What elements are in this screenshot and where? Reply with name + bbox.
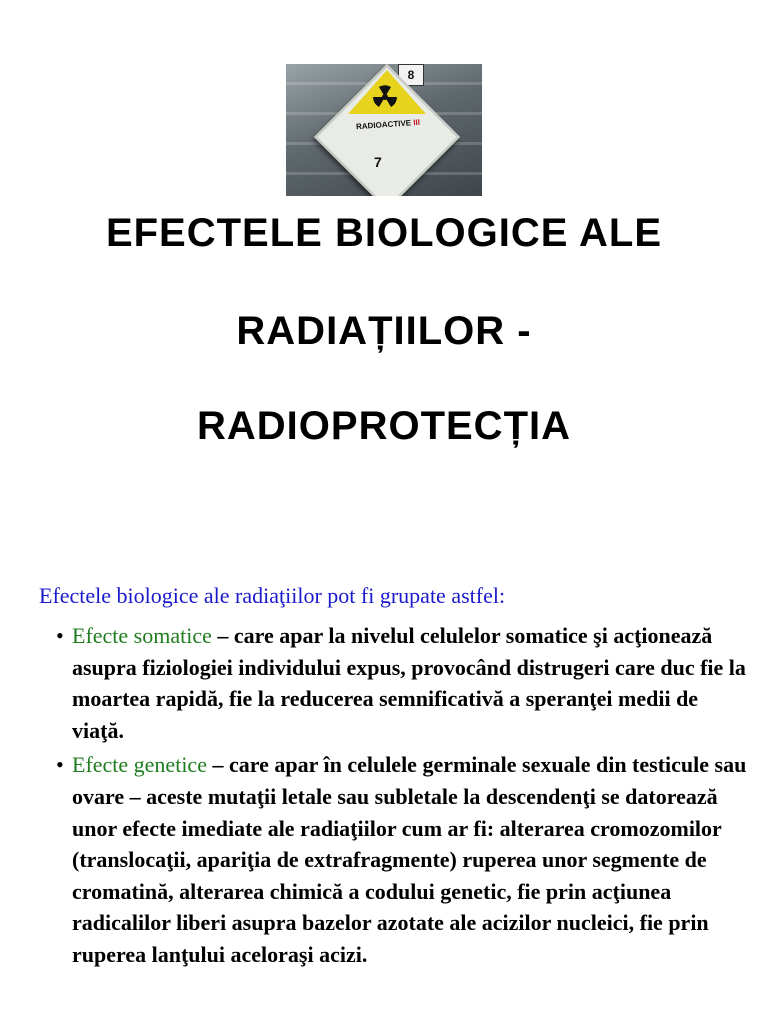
radioactive-word: RADIOACTIVE [355,118,412,132]
list-item-genetic [52,749,752,970]
category-roman: III [412,117,421,128]
radiation-trefoil-icon [370,82,400,112]
somatic-description: – care apar la nivelul celulelor somatice şi acţionează asupra fiziologiei individului expus, provocând distrugeri care duc fie la moartea rapidă, fie la reducerea semnificativă a speranţei medii de viaţă. [72,623,746,743]
intro-text: Efectele biologice ale radiaţiilor pot fi grupate astfel: [39,583,506,608]
tag-number: 8 [398,64,424,86]
term-somatic: Efecte somatice [72,623,212,648]
genetic-description: – care apar în celulele germinale sexuale din testicule sau ovare – aceste mutaţii letale sau subletale la descendenţi se datorează unor efecte imediate ale radiaţiilor cum ar fi: alterarea cromozomilor (translocaţii, apariţia de extrafragmente) ruperea unor segmente de cromatină, alterarea chimică a codului genetic, fie prin acţiunea radicalilor liberi asupra bazelor azotate ale acizilor nucleici, fie prin ruperea lanţului aceloraşi acizi. [72,752,747,967]
title-line-2: RADIAȚIILOR - [236,309,532,353]
hazard-class-number: 7 [374,154,382,170]
radioactive-label-photo [286,64,482,196]
bullet-dot: • [56,623,64,648]
term-genetic: Efecte genetice [72,752,207,778]
effects-list [52,620,752,974]
list-item-somatic [52,620,752,746]
title-line-1: EFECTELE BIOLOGICE ALE [105,211,663,255]
bullet-dot: • [56,752,64,778]
title-line-3: RADIOPROTECȚIA [197,404,571,448]
